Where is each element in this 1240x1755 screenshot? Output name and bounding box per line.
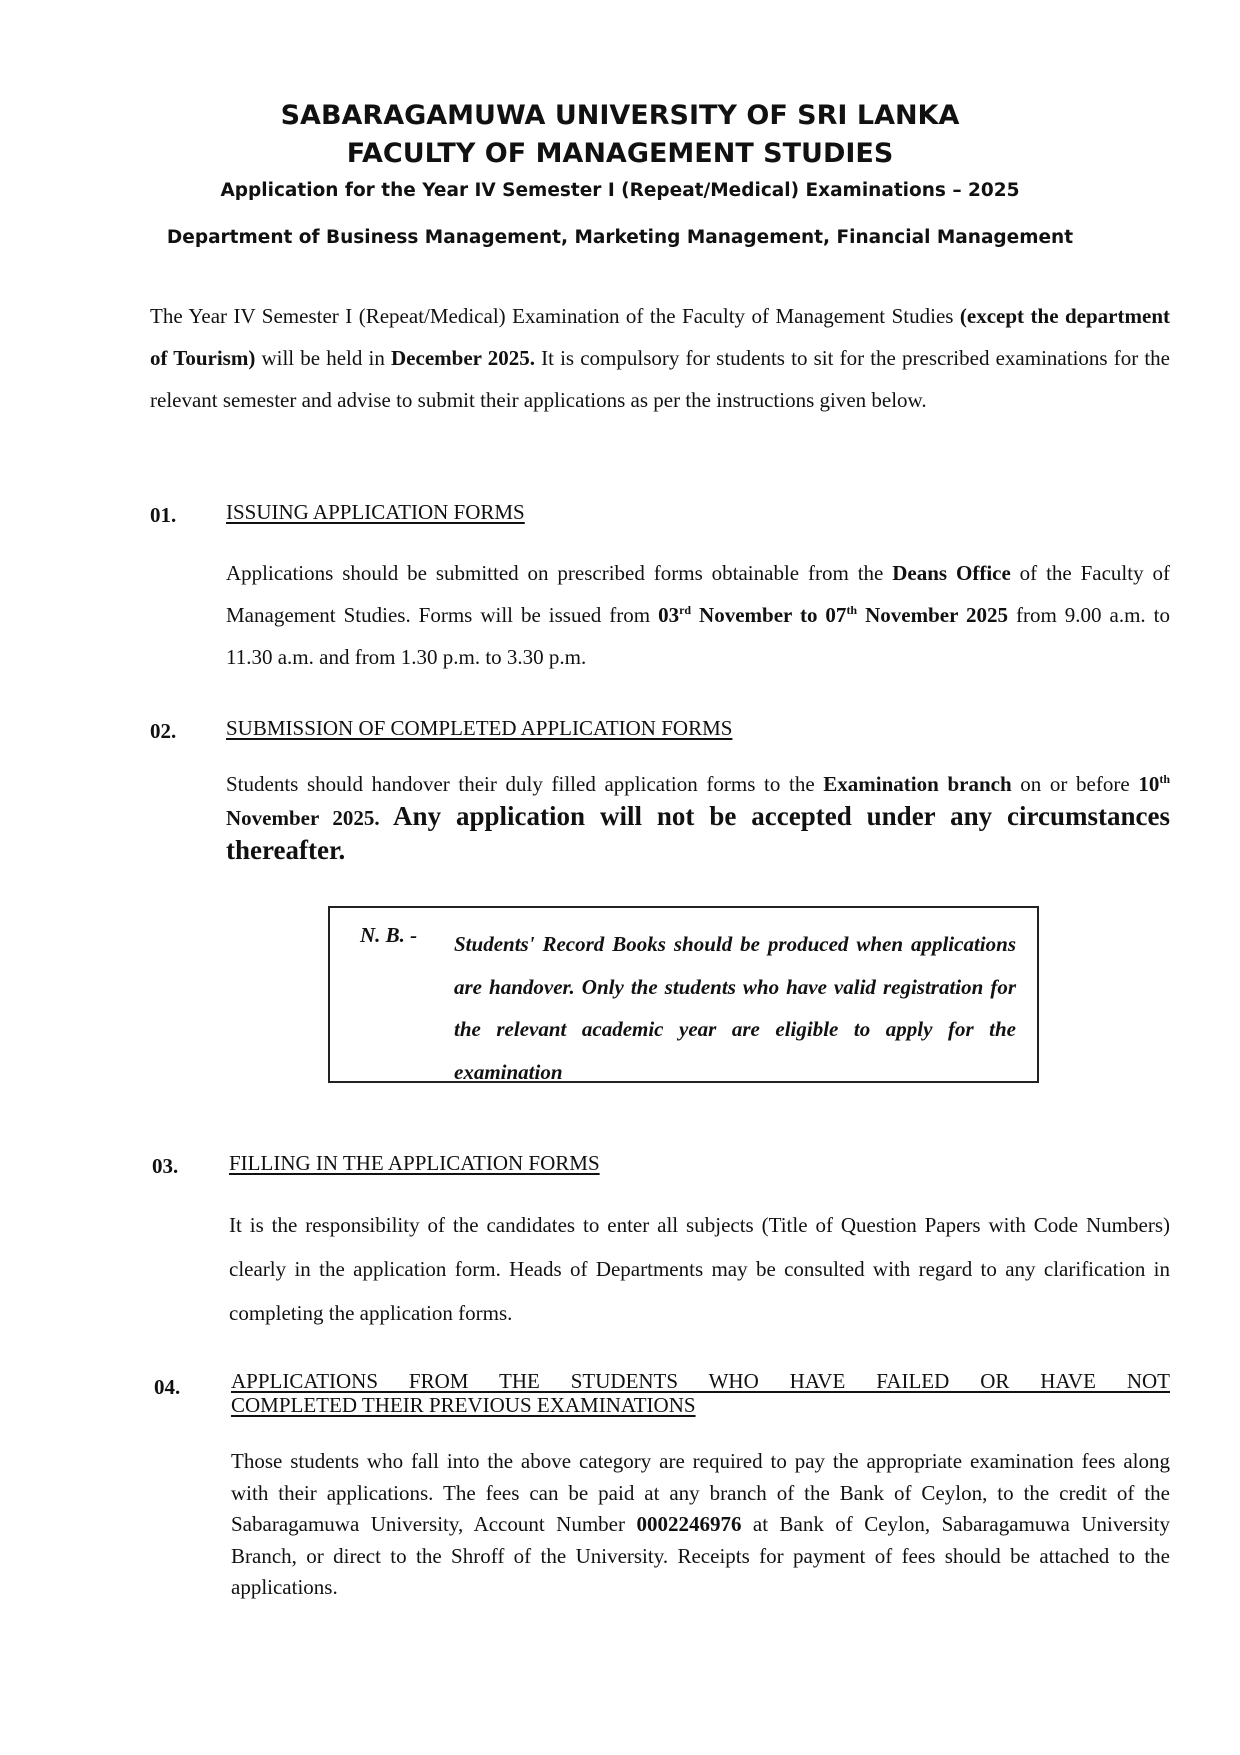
section-text: from 9.00 a.m. to 11.30 a.m. and from 1.30 p.m. to 3.30 p.m. [226,603,1170,669]
section-2-paragraph [226,768,1170,868]
university-name: SABARAGAMUWA UNIVERSITY OF SRI LANKA [280,100,960,131]
examination-branch: Examination branch [823,772,1012,796]
faculty-name: FACULTY OF MANAGEMENT STUDIES [346,138,894,169]
ordinal-suffix: rd [679,603,692,617]
intro-bold-date: December 2025. [391,346,535,370]
intro-bold-exception: (except the department of Tourism) [150,304,1170,370]
section-text: Students should handover their duly filled application forms to the [226,772,824,796]
date-part: November to 07 [691,603,847,627]
section-text: Applications should be submitted on prescribed forms obtainable from the [226,561,893,585]
section-number: 03. [152,1154,179,1178]
section-text: at Bank of Ceylon, Sabaragamuwa University Branch, or direct to the Shroff of the University. Receipts for payment of fees should be attached to the applications. [231,1512,1170,1599]
section-text: Those students who fall into the above category are required to pay the appropriate examination fees along with their applications. The fees can be paid at any branch of the Bank of Ceylon, to the credit of the Sabaragamuwa University, Account Number [231,1449,1170,1536]
account-number: 0002246976 [636,1512,742,1536]
intro-text: It is compulsory for students to sit for the prescribed examinations for the relevant semester and advise to submit their applications as per the instructions given below. [150,346,1170,412]
section-number: 04. [154,1375,181,1399]
section-number: 01. [150,503,177,527]
date-part: November 2025. [226,806,380,830]
issue-dates [658,603,1008,627]
date-part: November 2025 [857,603,1008,627]
section-4-paragraph [231,1446,1170,1604]
section-title: FILLING IN THE APPLICATION FORMS [229,1151,600,1175]
date-part: 10 [1138,772,1160,796]
note-box [328,906,1039,1083]
section-number: 02. [150,719,177,743]
deans-office: Deans Office [892,561,1011,585]
section-1-paragraph [226,552,1170,678]
section-title-continued: COMPLETED THEIR PREVIOUS EXAMINATIONS [231,1393,696,1417]
note-text: Students' Record Books should be produced when applications are handover. Only the students who have valid registration for the relevant academic year are eligible to apply for the examination [454,932,1016,1084]
departments-line: Department of Business Management, Marketing Management, Financial Management [166,227,1074,248]
application-title: Application for the Year IV Semester I (Repeat/Medical) Examinations – 2025 [220,180,1020,201]
ordinal-suffix: th [1159,772,1170,786]
section-title: SUBMISSION OF COMPLETED APPLICATION FORMS [226,716,733,740]
intro-text: The Year IV Semester I (Repeat/Medical) Examination of the Faculty of Management Studies [150,304,960,328]
intro-text: will be held in [255,346,392,370]
section-text: of the Faculty of Management Studies. Forms will be issued from [226,561,1170,627]
ordinal-suffix: th [846,603,858,617]
note-label: N. B. - [360,923,418,947]
intro-paragraph [150,295,1170,421]
section-text: on or before [1011,772,1139,796]
date-part: 03 [658,603,680,627]
section-3-paragraph: It is the responsibility of the candidates to enter all subjects (Title of Question Papers with Code Numbers) clearly in the application form. Heads of Departments may be consulted with regard to any clarification in completing the application forms. [229,1213,1170,1325]
section-title: ISSUING APPLICATION FORMS [226,500,525,524]
deadline-warning: Any application will not be accepted under any circumstances thereafter. [226,801,1171,865]
section-title: APPLICATIONS FROM THE STUDENTS WHO HAVE FAILED OR HAVE NOT [231,1369,1170,1393]
